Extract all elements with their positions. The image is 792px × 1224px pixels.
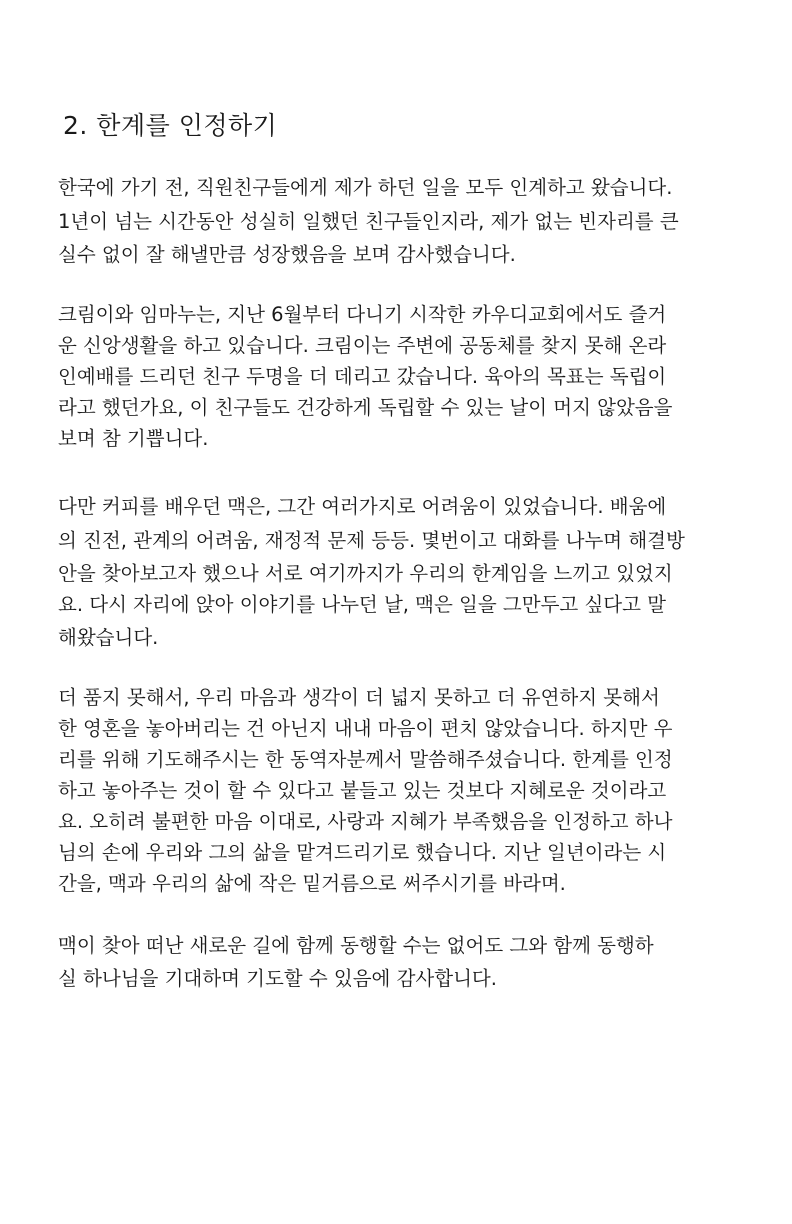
paragraph-line: 하고 놓아주는 것이 할 수 있다고 붙들고 있는 것보다 지혜로운 것이라고 — [58, 779, 667, 802]
paragraph-line: 크림이와 임마누는, 지난 6월부터 다니기 시작한 카우디교회에서도 즐거 — [58, 303, 667, 326]
paragraph-line: 한국에 가기 전, 직원친구들에게 제가 하던 일을 모두 인계하고 왔습니다. — [58, 176, 673, 199]
paragraph-line: 간을, 맥과 우리의 삶에 작은 밑거름으로 써주시기를 바라며. — [58, 872, 566, 895]
paragraph-line: 인예배를 드리던 친구 두명을 더 데리고 갔습니다. 육아의 목표는 독립이 — [58, 365, 667, 388]
paragraph-line: 실 하나님을 기대하며 기도할 수 있음에 감사합니다. — [58, 967, 497, 990]
paragraph-line: 라고 했던가요, 이 친구들도 건강하게 독립할 수 있는 날이 머지 않았음을 — [58, 396, 673, 419]
paragraph-line: 요. 다시 자리에 앉아 이야기를 나누던 날, 맥은 일을 그만두고 싶다고 말 — [58, 593, 667, 616]
paragraph-line: 안을 찾아보고자 했으나 서로 여기까지가 우리의 한계임을 느끼고 있었지 — [58, 562, 673, 585]
paragraph-line: 해왔습니다. — [58, 626, 159, 649]
section-title: 2. 한계를 인정하기 — [63, 111, 278, 140]
paragraph-line: 더 품지 못해서, 우리 마음과 생각이 더 넓지 못하고 더 유연하지 못해서 — [58, 686, 660, 709]
paragraph-line: 보며 참 기쁩니다. — [58, 427, 209, 450]
paragraph-line: 실수 없이 잘 해낼만큼 성장했음을 보며 감사했습니다. — [58, 243, 516, 266]
paragraph-line: 님의 손에 우리와 그의 삶을 맡겨드리기로 했습니다. 지난 일년이라는 시 — [58, 841, 667, 864]
paragraph-line: 요. 오히려 불편한 마음 이대로, 사랑과 지혜가 부족했음을 인정하고 하나 — [58, 810, 673, 833]
paragraph-line: 리를 위해 기도해주시는 한 동역자분께서 말씀해주셨습니다. 한계를 인정 — [58, 748, 673, 771]
paragraph-line: 한 영혼을 놓아버리는 건 아닌지 내내 마음이 편치 않았습니다. 하지만 우 — [58, 717, 673, 740]
paragraph-line: 맥이 찾아 떠난 새로운 길에 함께 동행할 수는 없어도 그와 함께 동행하 — [58, 934, 654, 957]
paragraph-line: 다만 커피를 배우던 맥은, 그간 여러가지로 어려움이 있었습니다. 배움에 — [58, 495, 667, 518]
paragraph-line: 1년이 넘는 시간동안 성실히 일했던 친구들인지라, 제가 없는 빈자리를 큰 — [58, 210, 679, 233]
paragraph-line: 의 진전, 관계의 어려움, 재정적 문제 등등. 몇번이고 대화를 나누며 해결방 — [58, 529, 685, 552]
paragraph-line: 운 신앙생활을 하고 있습니다. 크림이는 주변에 공동체를 찾지 못해 온라 — [58, 334, 667, 357]
